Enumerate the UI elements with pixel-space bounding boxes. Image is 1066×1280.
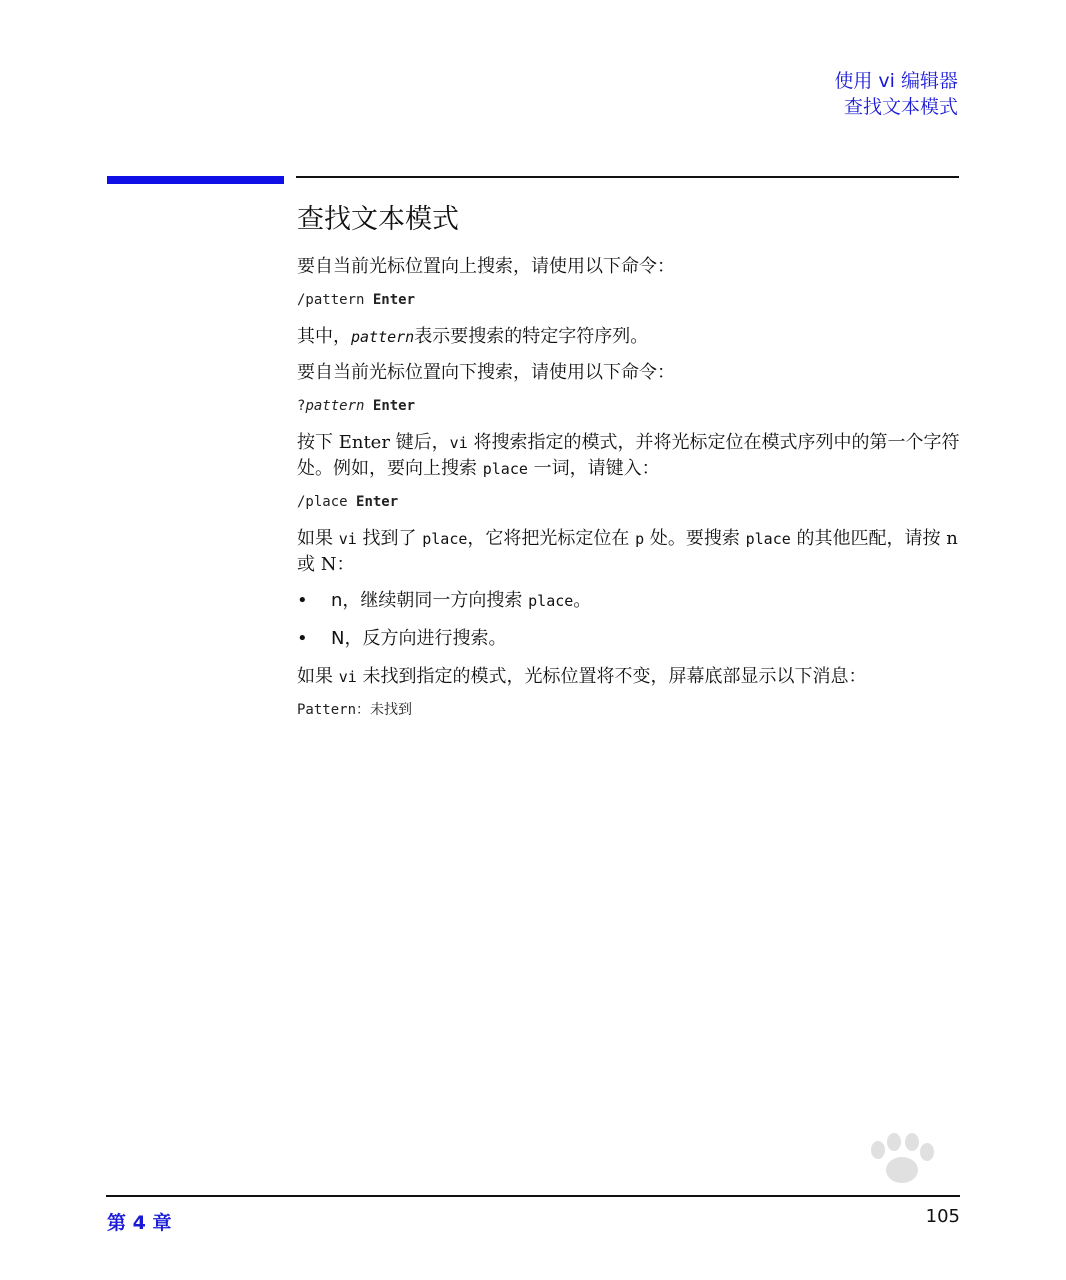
bullet-icon: •	[297, 628, 308, 649]
paragraph-not-found	[297, 664, 962, 690]
text: 其中，	[297, 326, 351, 347]
text: 一词，请键入：	[527, 458, 660, 479]
baidu-watermark-logo	[760, 1120, 1010, 1230]
code-not-found-message: Pattern：未找到	[297, 702, 413, 718]
paragraph-found	[297, 526, 962, 578]
inline-code: vi	[338, 668, 357, 686]
code-text: ?	[297, 398, 306, 414]
text: 未找到指定的模式，光标位置将不变，屏幕底部显示以下消息：	[356, 666, 867, 687]
section-content	[297, 200, 962, 734]
inline-code: place	[745, 530, 791, 548]
header-section-title: 查找文本模式	[843, 96, 958, 118]
inline-code: place	[422, 530, 468, 548]
code-text: /pattern	[297, 292, 373, 308]
bullet-icon: •	[297, 590, 308, 611]
code-search-up	[297, 290, 962, 310]
code-key: Enter	[356, 494, 399, 510]
term: pattern	[351, 328, 415, 346]
text: 的其他匹配，请按 n 或 N：	[297, 528, 958, 575]
inline-code: place	[482, 460, 528, 478]
inline-code: vi	[338, 530, 357, 548]
text: ，它将把光标定位在	[467, 528, 636, 549]
text: 如果	[297, 528, 339, 549]
text: 将搜索指定的模式，并将光标定位在模式序列中的第一个字符处。例如，要向上搜索	[297, 432, 960, 479]
section-accent-bar	[107, 176, 284, 184]
inline-code: vi	[449, 434, 468, 452]
paragraph-search-down: 要自当前光标位置向下搜索，请使用以下命令：	[297, 362, 675, 383]
top-rule	[296, 176, 959, 178]
text: 表示要搜索的特定字符序列。	[414, 326, 649, 347]
code-italic: pattern	[305, 398, 365, 414]
code-key: Enter	[372, 398, 416, 414]
running-header	[834, 68, 958, 120]
paragraph-enter-explain	[297, 430, 962, 482]
text: N，反方向进行搜索。	[331, 628, 507, 649]
text: 找到了	[356, 528, 423, 549]
paragraph-pattern-desc	[297, 324, 962, 350]
page-number: 105	[925, 1206, 960, 1227]
text: 。	[573, 590, 592, 611]
code-search-down	[297, 396, 962, 416]
code-key: Enter	[372, 292, 416, 308]
code-place-example	[297, 492, 962, 512]
header-chapter-title: 使用 vi 编辑器	[834, 70, 958, 92]
text: 处。要搜索	[644, 528, 746, 549]
code-text: /place	[297, 494, 357, 510]
section-title: 查找文本模式	[297, 204, 459, 235]
text: 按下 Enter 键后，	[297, 432, 450, 453]
inline-code: place	[528, 592, 574, 610]
list-item	[297, 588, 962, 614]
text: n，继续朝同一方向搜索	[331, 590, 529, 611]
inline-code: p	[635, 530, 645, 548]
footer-chapter: 第 4 章	[107, 1212, 172, 1234]
text: 如果	[297, 666, 339, 687]
list-item	[297, 626, 962, 652]
paw-icon	[871, 1133, 934, 1183]
paragraph-search-up: 要自当前光标位置向上搜索，请使用以下命令：	[297, 256, 675, 277]
bullet-list	[297, 588, 962, 652]
